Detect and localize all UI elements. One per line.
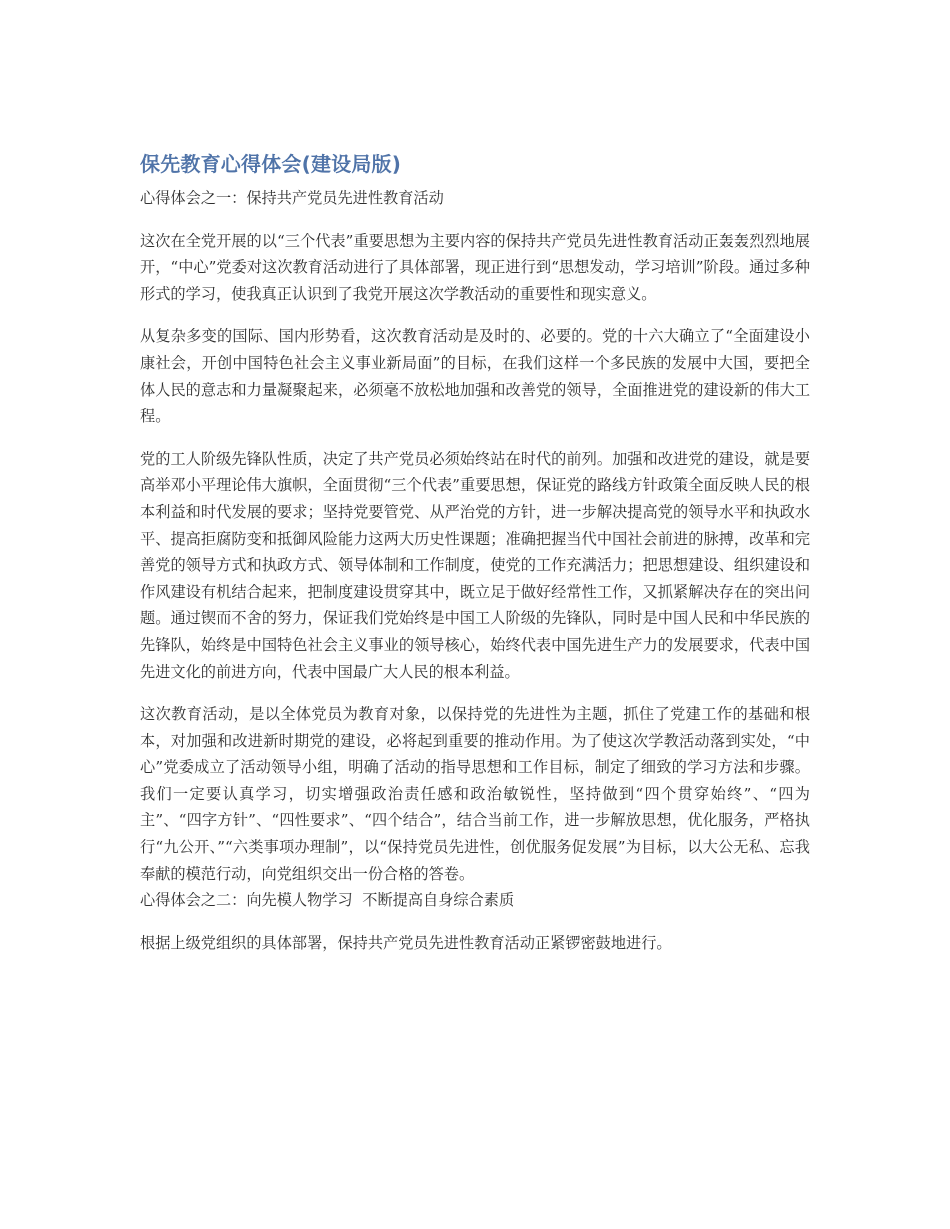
- paragraph-1: 这次在全党开展的以“三个代表”重要思想为主要内容的保持共产党员先进性教育活动正轰轰烈烈地展开，“中心”党委对这次教育活动进行了具体部署，现正进行到“思想发动，学习培训”阶段。通过多种形式的学习，使我真正认识到了我党开展这次学教活动的重要性和现实意义。: [140, 231, 810, 303]
- document-body: [140, 149, 810, 956]
- subheading-two: 心得体会之二：向先模人物学习 不断提高自身综合素质: [140, 891, 515, 910]
- paragraph-3: 党的工人阶级先锋队性质，决定了共产党员必须始终站在时代的前列。加强和改进党的建设，就是要高举邓小平理论伟大旗帜，全面贯彻“三个代表”重要思想，保证党的路线方针政策全面反映人民的根本利益和时代发展的要求；坚持党要管党、从严治党的方针，进一步解决提高党的领导水平和执政水平、提高拒腐防变和抵御风险能力这两大历史性课题；准确把握当代中国社会前进的脉搏，改革和完善党的领导方式和执政方式、领导体制和工作制度，使党的工作充满活力；把思想建设、组织建设和作风建设有机结合起来，把制度建设贯穿其中，既立足于做好经常性工作，又抓紧解决存在的突出问题。通过锲而不舍的努力，保证我们党始终是中国工人阶级的先锋队，同时是中国人民和中华民族的先锋队，始终是中国特色社会主义事业的领导核心，始终代表中国先进生产力的发展要求，代表中国先进文化的前进方向，代表中国最广大人民的根本利益。: [140, 449, 810, 681]
- paragraph-2: 从复杂多变的国际、国内形势看，这次教育活动是及时的、必要的。党的十六大确立了“全面建设小康社会，开创中国特色社会主义事业新局面”的目标，在我们这样一个多民族的发展中大国，要把全体人民的意志和力量凝聚起来，必须毫不放松地加强和改善党的领导，全面推进党的建设新的伟大工程。: [140, 327, 810, 426]
- subheading-one: 心得体会之一：保持共产党员先进性教育活动: [140, 189, 444, 207]
- paragraph-4: 这次教育活动，是以全体党员为教育对象，以保持党的先进性为主题，抓住了党建工作的基础和根本，对加强和改进新时期党的建设，必将起到重要的推动作用。为了使这次学教活动落到实处，“中心”党委成立了活动领导小组，明确了活动的指导思想和工作目标，制定了细致的学习方法和步骤。我们一定要认真学习，切实增强政治责任感和政治敏锐性，坚持做到“四个贯穿始终”、“四为主”、“四字方针”、“四性要求”、“四个结合”，结合当前工作，进一步解放思想，优化服务，严格执行“九公开、”“六类事项办理制”，以“保持党员先进性，创优服务促发展”为目标，以大公无私、忘我奉献的模范行动，向党组织交出一份合格的答卷。: [140, 705, 810, 883]
- document-title: 保先教育心得体会(建设局版): [140, 152, 402, 176]
- final-paragraph: 根据上级党组织的具体部署，保持共产党员先进性教育活动正紧锣密鼓地进行。: [140, 933, 672, 952]
